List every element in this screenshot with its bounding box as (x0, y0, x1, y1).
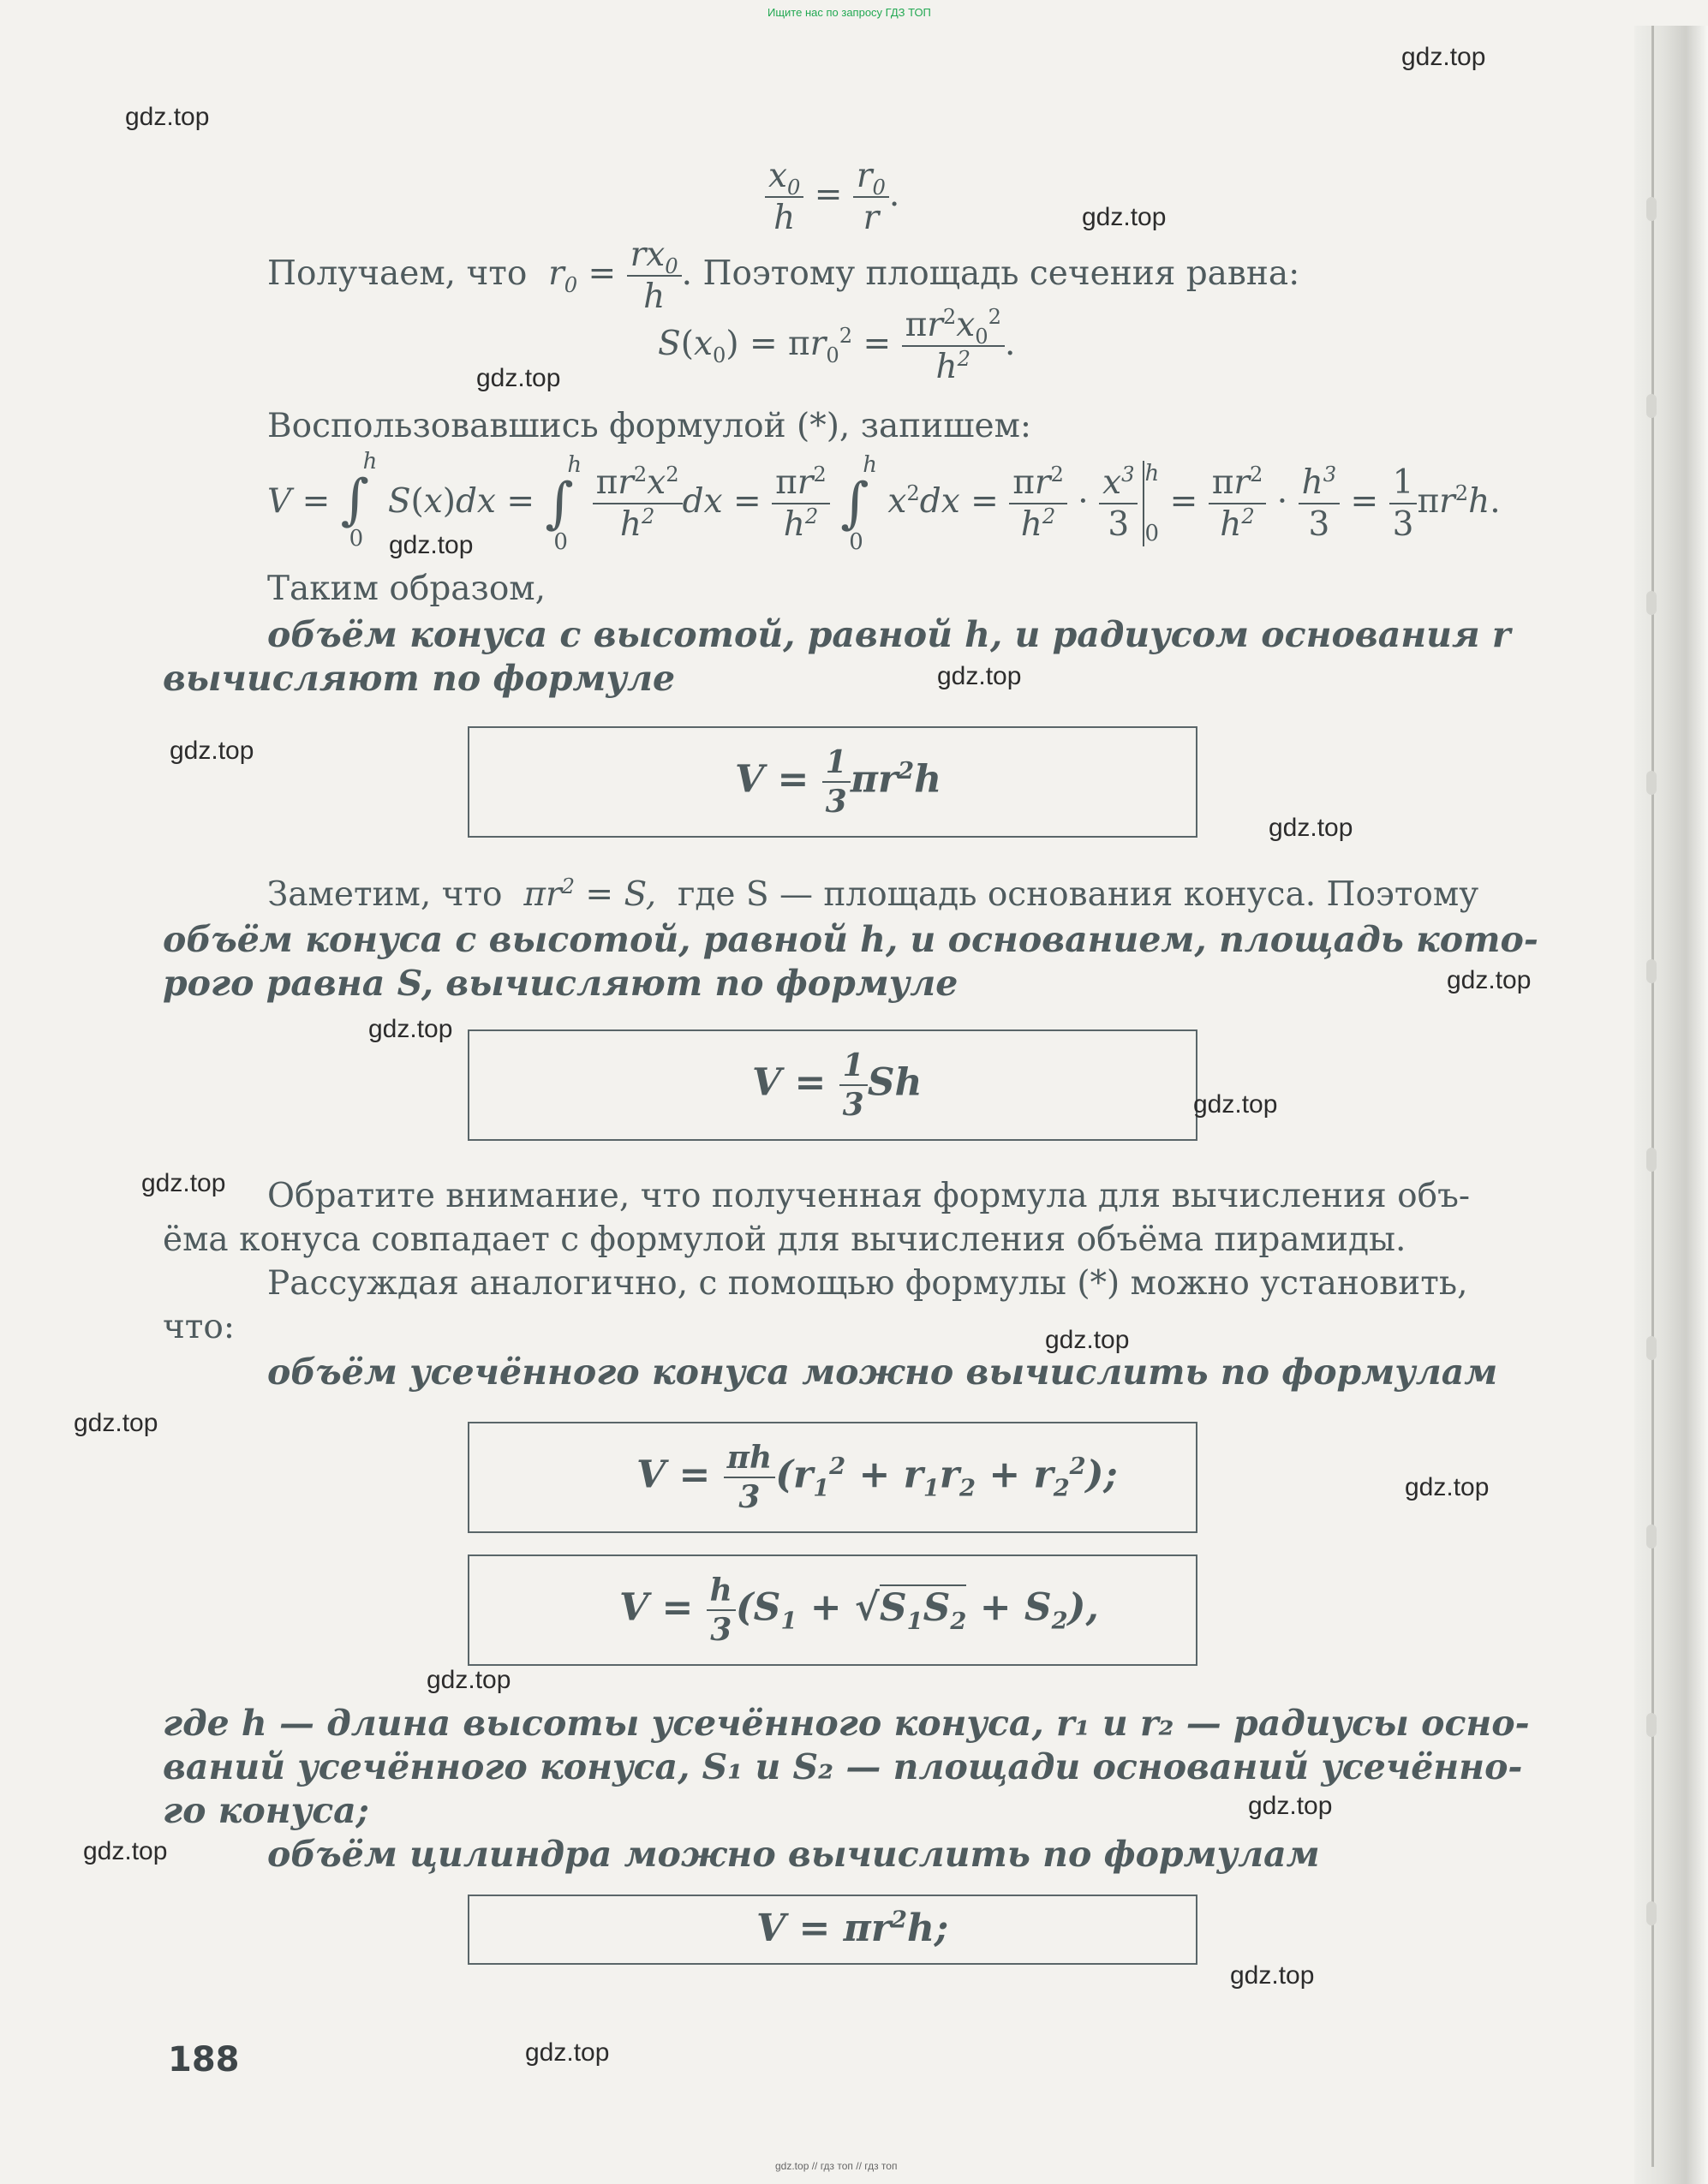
watermark: gdz.top (125, 103, 210, 131)
watermark: gdz.top (1193, 1090, 1278, 1119)
note-suffix: где S — площадь основания конуса. Поэтому (677, 875, 1479, 914)
watermark: gdz.top (1230, 1961, 1315, 1990)
where-line3: го конуса; (163, 1790, 369, 1831)
watermark: gdz.top (937, 662, 1022, 690)
derivation-line: Получаем, что $r_0$ = $\frac{rx_0}{h}$ . Поэтому площадь сечения равна: (267, 236, 1300, 316)
watermark: gdz.top (170, 737, 254, 765)
watermark: gdz.top (1045, 1326, 1130, 1354)
watermark: gdz.top (1405, 1473, 1490, 1501)
analog-line1: Рассуждая аналогично, с помощью формулы (*) можно установить, (267, 1264, 1468, 1303)
watermark: gdz.top (1401, 43, 1486, 71)
note-line: Заметим, что $\pi r^2 = S$, где S — площадь основания конуса. Поэтому (267, 874, 1479, 914)
watermark: gdz.top (1447, 966, 1532, 994)
formula-box-cone-radius: V = $\frac{1}{3}$ $\pi r^2h$ (468, 726, 1197, 838)
binding-mark (1646, 591, 1657, 615)
binding-mark (1646, 959, 1657, 983)
binding-mark (1646, 1148, 1657, 1172)
derivation-prefix: Получаем, что (267, 254, 528, 293)
derivation-suffix: . Поэтому площадь сечения равна: (681, 254, 1300, 293)
binding-mark (1646, 394, 1657, 418)
watermark: gdz.top (74, 1409, 158, 1437)
rule-cone-line1: объём конуса с высотой, равной h, и радиусом основания r (267, 614, 1511, 655)
formula-box-cone-base: V = $\frac{1}{3}$ Sh (468, 1029, 1197, 1141)
where-line2: ваний усечённого конуса, S₁ и S₂ — площади оснований усечённо- (163, 1746, 1523, 1787)
binding-mark (1646, 771, 1657, 795)
rule-cone-line2: вычисляют по формуле (163, 658, 676, 699)
binding-mark (1646, 1525, 1657, 1548)
top-search-note: Ищите нас по запросу ГДЗ ТОП (767, 6, 931, 19)
bottom-note: gdz.top // гдз топ // гдз топ (775, 2160, 898, 2172)
analog-line2: что: (163, 1308, 235, 1346)
formula-box-cylinder: $V = \pi r^2h$; (468, 1895, 1197, 1965)
thus-line: Таким образом, (267, 570, 546, 608)
attention-line2: ёма конуса совпадает с формулой для вычисления объёма пирамиды. (163, 1220, 1406, 1259)
rule-frustum: объём усечённого конуса можно вычислить по формулам (267, 1352, 1498, 1393)
watermark: gdz.top (1269, 814, 1353, 842)
volume-integral: V = h ∫ 0 S(x)dx = h ∫ 0 $\frac{\pi r^2x^2}{h^2}$ dx = $\frac{\pi r^2}{h^2}$ h ∫ 0 $x^2dx$ = $\frac{\pi r^2}{h^2}$ · $\frac{x^3}{3}$ h 0 = $\frac{\pi r^2}{h^2}$ · $\frac{h^3}{3}$ = $\frac{1}{3}$ $\pi r^2h$. (267, 449, 1501, 555)
watermark: gdz.top (141, 1169, 226, 1197)
attention-line1: Обратите внимание, что полученная формула для вычисления объ- (267, 1177, 1471, 1215)
watermark: gdz.top (476, 364, 561, 392)
watermark: gdz.top (1082, 203, 1167, 231)
binding-mark (1646, 1713, 1657, 1737)
binding-mark (1646, 1336, 1657, 1360)
rule-cone-base-line2: рого равна S, вычисляют по формуле (163, 963, 959, 1004)
formula-box-frustum-areas: V = $\frac{h}{3}$ $(S_1 + √S_1S_2 + S_2)$, (468, 1554, 1197, 1666)
note-prefix: Заметим, что (267, 875, 503, 914)
binding-mark (1646, 197, 1657, 221)
watermark: gdz.top (368, 1015, 453, 1043)
watermark: gdz.top (427, 1666, 511, 1694)
spine-line (1651, 26, 1654, 2167)
watermark: gdz.top (1248, 1792, 1333, 1820)
watermark: gdz.top (525, 2038, 610, 2067)
formula-box-frustum-radii: V = $\frac{\pi h}{3}$ $(r_1^2 + r_1r_2 + r_2^2)$; (468, 1422, 1197, 1533)
proportion-formula: $\frac{x_0}{h}$ = $\frac{r_0}{r}$ . (765, 159, 899, 235)
watermark: gdz.top (389, 531, 474, 559)
binding-mark (1646, 1901, 1657, 1925)
where-line1: где h — длина высоты усечённого конуса, r₁ и r₂ — радиусы осно- (163, 1703, 1530, 1744)
rule-cylinder: объём цилиндра можно вычислить по формулам (267, 1834, 1320, 1875)
using-formula-line: Воспользовавшись формулой (*), запишем: (267, 407, 1032, 445)
section-area-formula: $S(x_0) = \pi r_0^2$ = $\frac{\pi r^2x_0^2}{h^2}$ . (658, 305, 1016, 386)
rule-cone-base-line1: объём конуса с высотой, равной h, и основанием, площадь кото- (163, 919, 1538, 960)
watermark: gdz.top (83, 1837, 168, 1865)
book-spine (1634, 26, 1708, 2184)
page-number: 188 (168, 2040, 240, 2080)
